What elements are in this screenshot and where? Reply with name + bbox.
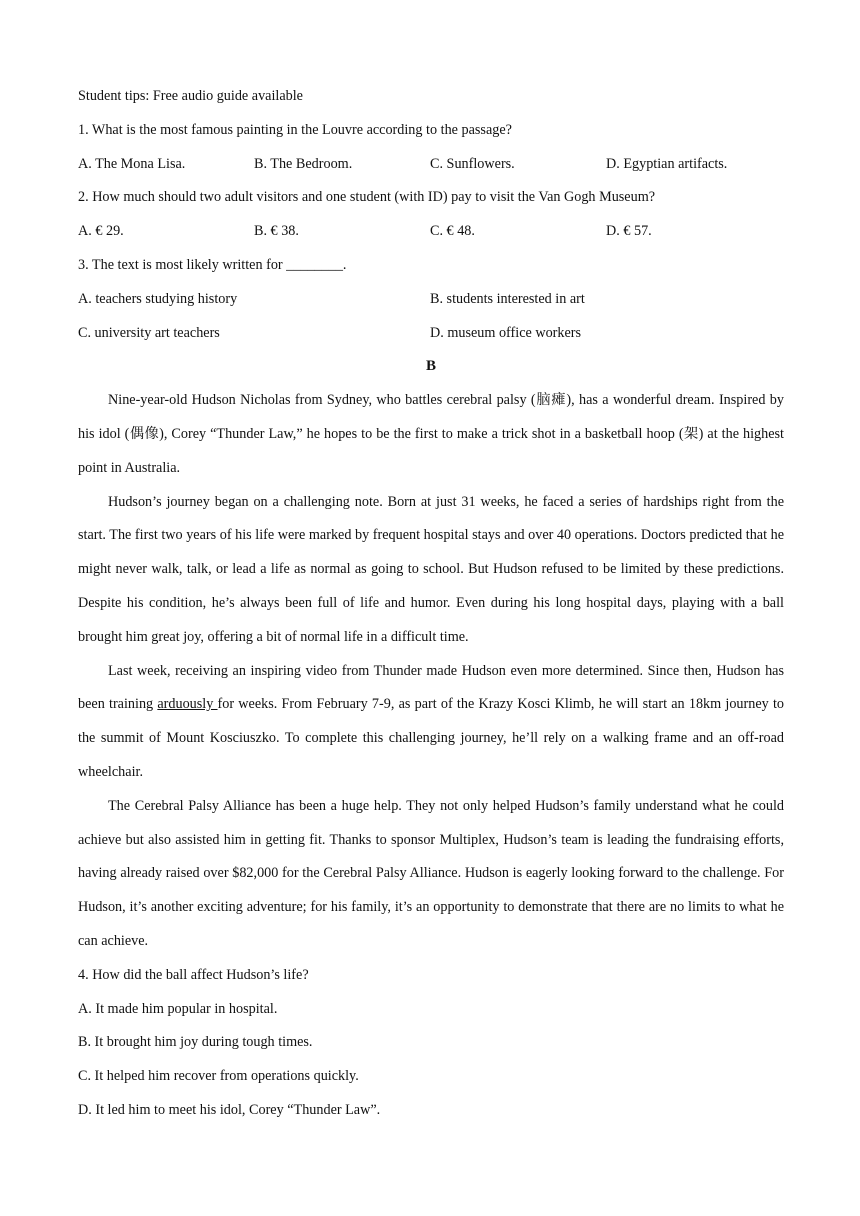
q1-option-d: D. Egyptian artifacts. xyxy=(606,155,728,172)
question-1-options xyxy=(78,148,784,182)
q3-option-b: B. students interested in art xyxy=(430,290,585,307)
student-tips: Student tips: Free audio guide available xyxy=(78,88,303,104)
question-3-options-row1 xyxy=(78,283,784,317)
q4-option-b: B. It brought him joy during tough times. xyxy=(78,1034,313,1051)
q4-option-a: A. It made him popular in hospital. xyxy=(78,1000,278,1017)
passage-p3-after: for weeks. From February 7-9, as part of the Krazy Kosci Klimb, he will start an 18km journey to the summit of Mount Kosciuszko. To complete this challenging journey, he’ll rely on a walking frame and an off-road wheelchair. xyxy=(78,696,784,780)
question-3-stem: 3. The text is most likely written for ________. xyxy=(78,256,347,273)
q2-option-d: D. € 57. xyxy=(606,223,652,240)
q4-option-d: D. It led him to meet his idol, Corey “Thunder Law”. xyxy=(78,1101,381,1118)
question-3-options-row2 xyxy=(78,317,784,351)
passage-p1-text: Nine-year-old Hudson Nicholas from Sydney, who battles cerebral palsy (脑瘫), has a wonderful dream. Inspired by his idol (偶像), Corey “Thunder Law,” he hopes to be the first to make a trick shot in a basketball hoop (架) at the highest point in Australia. xyxy=(78,392,784,476)
section-b-title: B xyxy=(425,358,436,375)
question-2-stem: 2. How much should two adult visitors and one student (with ID) pay to visit the Van Gogh Museum? xyxy=(78,189,656,206)
question-4-stem: 4. How did the ball affect Hudson’s life? xyxy=(78,966,309,983)
q3-option-a: A. teachers studying history xyxy=(78,290,238,307)
q1-option-c: C. Sunflowers. xyxy=(430,155,515,172)
q2-option-c: C. € 48. xyxy=(430,223,475,240)
passage-paragraph-3 xyxy=(78,655,784,790)
q3-option-c: C. university art teachers xyxy=(78,324,220,341)
passage-paragraph-4 xyxy=(78,790,784,959)
q4-option-c: C. It helped him recover from operations quickly. xyxy=(78,1068,359,1085)
q2-option-b: B. € 38. xyxy=(254,223,299,240)
passage-paragraph-1 xyxy=(78,384,784,485)
q3-option-d: D. museum office workers xyxy=(430,324,582,341)
q2-option-a: A. € 29. xyxy=(78,223,124,240)
passage-p3-before: Last week, receiving an inspiring video from Thunder made Hudson even more determined. Since then, Hudson has been training xyxy=(78,662,784,713)
passage-p4-text: The Cerebral Palsy Alliance has been a huge help. They not only helped Hudson’s family understand what he could achieve but also assisted him in getting fit. Thanks to sponsor Multiplex, Hudson’s team is leading the fundraising efforts, having already raised over $82,000 for the Cerebral Palsy Alliance. Hudson is eagerly looking forward to the challenge. For Hudson, it’s another exciting adventure; for his family, it’s an opportunity to demonstrate that there are no limits to what he can achieve. xyxy=(78,797,784,949)
q1-option-a: A. The Mona Lisa. xyxy=(78,155,186,172)
question-1-stem: 1. What is the most famous painting in the Louvre according to the passage? xyxy=(78,121,512,138)
page-content xyxy=(78,80,784,1128)
passage-paragraph-2 xyxy=(78,486,784,655)
q1-option-b: B. The Bedroom. xyxy=(254,155,353,172)
passage-p2-text: Hudson’s journey began on a challenging note. Born at just 31 weeks, he faced a series of hardships right from the start. The first two years of his life were marked by frequent hospital stays and over 40 operations. Doctors predicted that he might never walk, talk, or lead a life as normal as going to school. But Hudson refused to be limited by these predictions. Despite his condition, he’s always been full of life and humor. Even during his long hospital days, playing with a ball brought him great joy, offering a bit of normal life in a difficult time. xyxy=(78,493,784,645)
question-2-options xyxy=(78,215,784,249)
underlined-word-arduously: arduously xyxy=(157,696,218,713)
